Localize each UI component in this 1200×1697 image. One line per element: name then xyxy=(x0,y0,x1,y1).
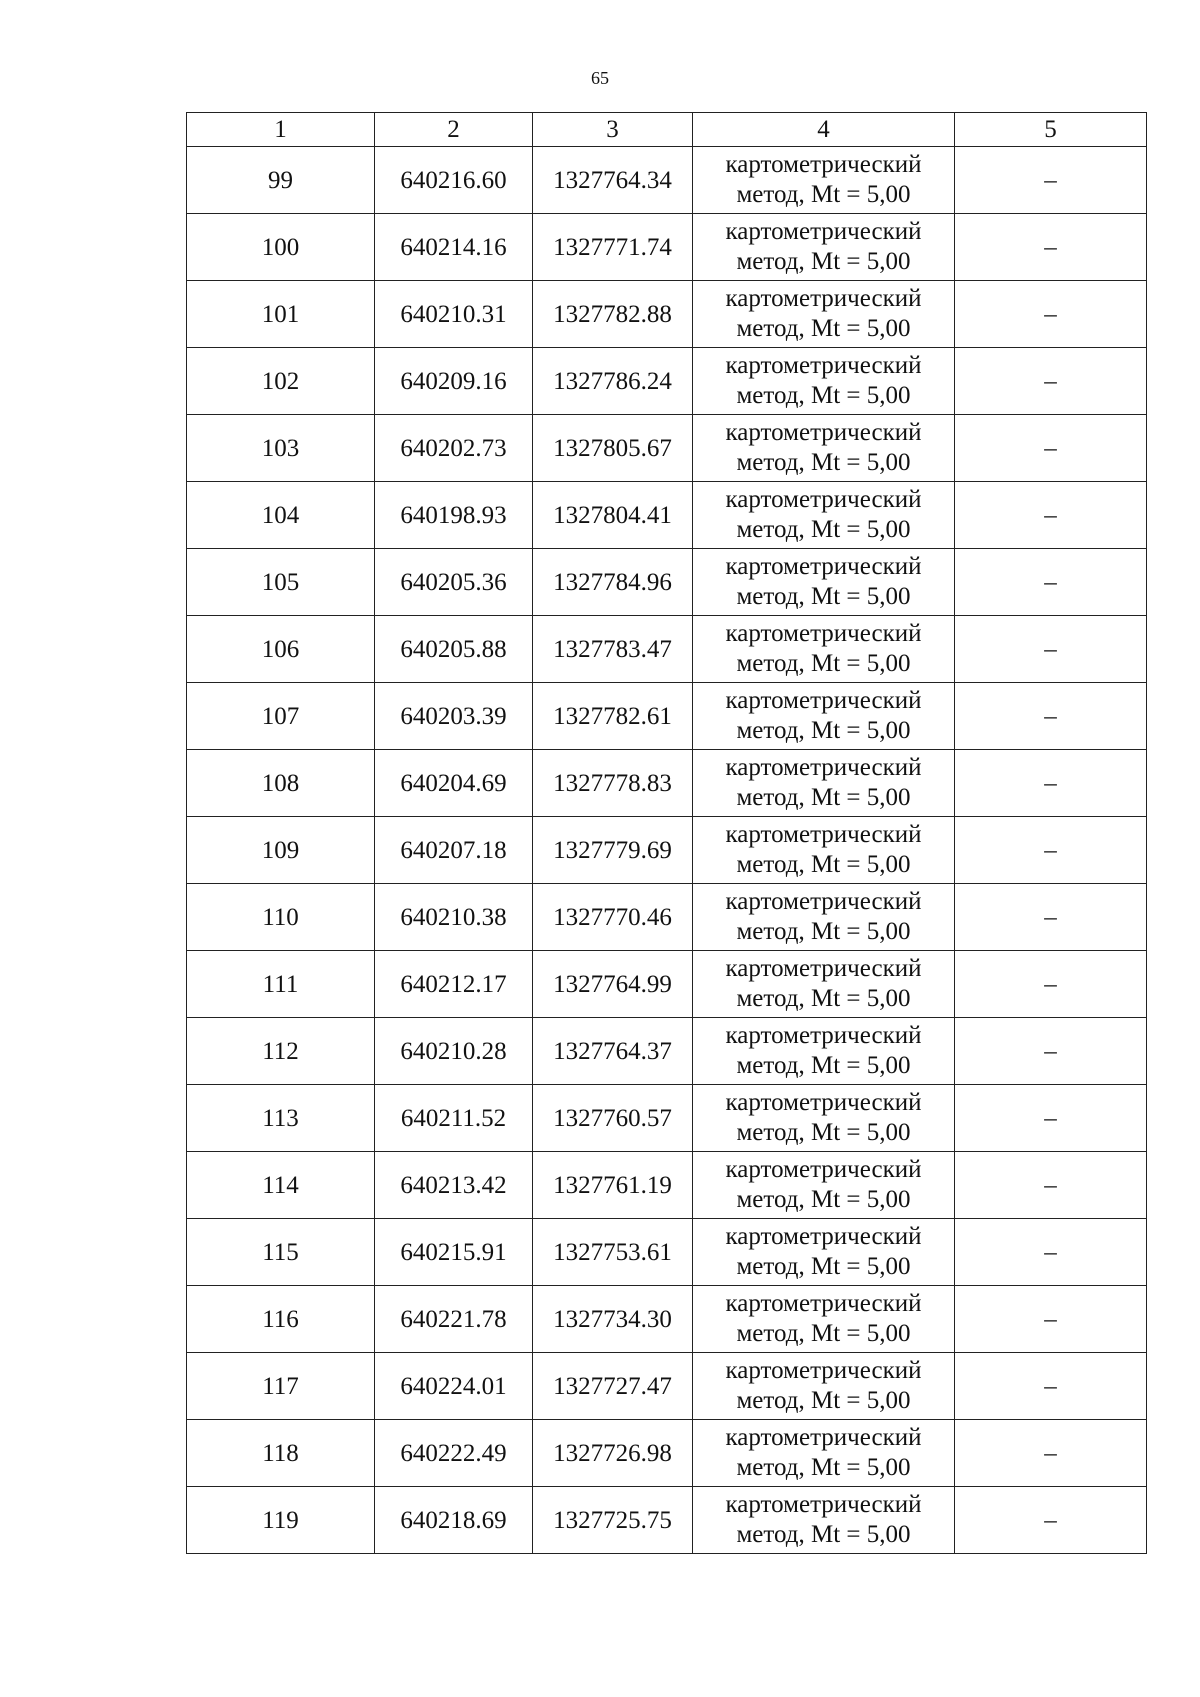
table-row xyxy=(187,348,1147,415)
note-cell: – xyxy=(955,683,1147,750)
method-line-1: картометрический xyxy=(725,687,922,714)
point-number-cell: 117 xyxy=(187,1353,375,1420)
method-line-2: метод, Mt = 5,00 xyxy=(736,1052,911,1079)
method-cell xyxy=(693,750,955,817)
y-coordinate-cell: 1327734.30 xyxy=(533,1286,693,1353)
x-coordinate-cell: 640205.88 xyxy=(375,616,533,683)
method-line-2: метод, Mt = 5,00 xyxy=(736,315,911,342)
point-number-cell: 102 xyxy=(187,348,375,415)
y-coordinate-cell: 1327771.74 xyxy=(533,214,693,281)
y-coordinate-cell: 1327764.34 xyxy=(533,147,693,214)
y-coordinate-cell: 1327725.75 xyxy=(533,1487,693,1554)
point-number-cell: 110 xyxy=(187,884,375,951)
method-cell xyxy=(693,616,955,683)
y-coordinate-cell: 1327782.61 xyxy=(533,683,693,750)
point-number-cell: 109 xyxy=(187,817,375,884)
method-cell xyxy=(693,214,955,281)
note-cell: – xyxy=(955,1353,1147,1420)
y-coordinate-cell: 1327761.19 xyxy=(533,1152,693,1219)
method-cell xyxy=(693,482,955,549)
point-number-cell: 115 xyxy=(187,1219,375,1286)
table-row xyxy=(187,415,1147,482)
x-coordinate-cell: 640216.60 xyxy=(375,147,533,214)
method-cell xyxy=(693,951,955,1018)
x-coordinate-cell: 640207.18 xyxy=(375,817,533,884)
table-row xyxy=(187,482,1147,549)
method-cell xyxy=(693,884,955,951)
table-row xyxy=(187,1152,1147,1219)
note-cell: – xyxy=(955,817,1147,884)
table-row xyxy=(187,1219,1147,1286)
method-cell xyxy=(693,1152,955,1219)
y-coordinate-cell: 1327753.61 xyxy=(533,1219,693,1286)
method-line-1: картометрический xyxy=(725,1491,922,1518)
table-body xyxy=(187,147,1147,1554)
y-coordinate-cell: 1327726.98 xyxy=(533,1420,693,1487)
method-line-2: метод, Mt = 5,00 xyxy=(736,1253,911,1280)
point-number-cell: 100 xyxy=(187,214,375,281)
y-coordinate-cell: 1327782.88 xyxy=(533,281,693,348)
method-line-2: метод, Mt = 5,00 xyxy=(736,851,911,878)
method-line-2: метод, Mt = 5,00 xyxy=(736,1454,911,1481)
table-row xyxy=(187,281,1147,348)
point-number-cell: 112 xyxy=(187,1018,375,1085)
x-coordinate-cell: 640221.78 xyxy=(375,1286,533,1353)
method-cell xyxy=(693,683,955,750)
note-cell: – xyxy=(955,951,1147,1018)
y-coordinate-cell: 1327804.41 xyxy=(533,482,693,549)
x-coordinate-cell: 640215.91 xyxy=(375,1219,533,1286)
method-line-1: картометрический xyxy=(725,1290,922,1317)
coordinates-table xyxy=(186,112,1147,1554)
table-row xyxy=(187,147,1147,214)
table-row xyxy=(187,1420,1147,1487)
table-row xyxy=(187,1487,1147,1554)
y-coordinate-cell: 1327778.83 xyxy=(533,750,693,817)
method-line-2: метод, Mt = 5,00 xyxy=(736,449,911,476)
page-number: 65 xyxy=(591,68,609,88)
method-line-2: метод, Mt = 5,00 xyxy=(736,985,911,1012)
method-line-2: метод, Mt = 5,00 xyxy=(736,650,911,677)
point-number-cell: 99 xyxy=(187,147,375,214)
x-coordinate-cell: 640210.38 xyxy=(375,884,533,951)
method-line-1: картометрический xyxy=(725,419,922,446)
table-row xyxy=(187,1286,1147,1353)
y-coordinate-cell: 1327760.57 xyxy=(533,1085,693,1152)
method-cell xyxy=(693,1353,955,1420)
method-cell xyxy=(693,1219,955,1286)
note-cell: – xyxy=(955,1152,1147,1219)
y-coordinate-cell: 1327779.69 xyxy=(533,817,693,884)
note-cell: – xyxy=(955,147,1147,214)
x-coordinate-cell: 640222.49 xyxy=(375,1420,533,1487)
point-number-cell: 106 xyxy=(187,616,375,683)
header-col-2: 2 xyxy=(375,113,533,147)
table-row xyxy=(187,817,1147,884)
method-line-2: метод, Mt = 5,00 xyxy=(736,1521,911,1548)
x-coordinate-cell: 640209.16 xyxy=(375,348,533,415)
method-cell xyxy=(693,1487,955,1554)
note-cell: – xyxy=(955,884,1147,951)
method-line-1: картометрический xyxy=(725,620,922,647)
note-cell: – xyxy=(955,281,1147,348)
table-row xyxy=(187,1085,1147,1152)
method-line-2: метод, Mt = 5,00 xyxy=(736,1119,911,1146)
note-cell: – xyxy=(955,1018,1147,1085)
method-line-1: картометрический xyxy=(725,285,922,312)
header-col-1: 1 xyxy=(187,113,375,147)
note-cell: – xyxy=(955,616,1147,683)
x-coordinate-cell: 640213.42 xyxy=(375,1152,533,1219)
x-coordinate-cell: 640218.69 xyxy=(375,1487,533,1554)
y-coordinate-cell: 1327783.47 xyxy=(533,616,693,683)
method-line-2: метод, Mt = 5,00 xyxy=(736,1186,911,1213)
table-row xyxy=(187,683,1147,750)
point-number-cell: 114 xyxy=(187,1152,375,1219)
x-coordinate-cell: 640210.31 xyxy=(375,281,533,348)
method-line-1: картометрический xyxy=(725,1223,922,1250)
point-number-cell: 111 xyxy=(187,951,375,1018)
method-line-1: картометрический xyxy=(725,151,922,178)
method-cell xyxy=(693,348,955,415)
method-line-2: метод, Mt = 5,00 xyxy=(736,1387,911,1414)
x-coordinate-cell: 640204.69 xyxy=(375,750,533,817)
table-row xyxy=(187,951,1147,1018)
method-line-1: картометрический xyxy=(725,1357,922,1384)
point-number-cell: 101 xyxy=(187,281,375,348)
method-line-1: картометрический xyxy=(725,352,922,379)
method-line-1: картометрический xyxy=(725,553,922,580)
y-coordinate-cell: 1327764.99 xyxy=(533,951,693,1018)
point-number-cell: 105 xyxy=(187,549,375,616)
header-col-4: 4 xyxy=(693,113,955,147)
y-coordinate-cell: 1327784.96 xyxy=(533,549,693,616)
x-coordinate-cell: 640212.17 xyxy=(375,951,533,1018)
method-line-1: картометрический xyxy=(725,218,922,245)
x-coordinate-cell: 640214.16 xyxy=(375,214,533,281)
method-line-2: метод, Mt = 5,00 xyxy=(736,784,911,811)
note-cell: – xyxy=(955,549,1147,616)
x-coordinate-cell: 640211.52 xyxy=(375,1085,533,1152)
table-row xyxy=(187,884,1147,951)
method-cell xyxy=(693,415,955,482)
method-cell xyxy=(693,147,955,214)
method-line-2: метод, Mt = 5,00 xyxy=(736,248,911,275)
header-row xyxy=(187,113,1147,147)
point-number-cell: 107 xyxy=(187,683,375,750)
method-line-1: картометрический xyxy=(725,1089,922,1116)
method-cell xyxy=(693,1286,955,1353)
point-number-cell: 103 xyxy=(187,415,375,482)
table-row xyxy=(187,750,1147,817)
x-coordinate-cell: 640205.36 xyxy=(375,549,533,616)
method-line-1: картометрический xyxy=(725,821,922,848)
y-coordinate-cell: 1327805.67 xyxy=(533,415,693,482)
method-line-2: метод, Mt = 5,00 xyxy=(736,717,911,744)
note-cell: – xyxy=(955,1487,1147,1554)
table-row xyxy=(187,214,1147,281)
x-coordinate-cell: 640203.39 xyxy=(375,683,533,750)
method-line-1: картометрический xyxy=(725,754,922,781)
method-line-1: картометрический xyxy=(725,1156,922,1183)
x-coordinate-cell: 640210.28 xyxy=(375,1018,533,1085)
table-header xyxy=(187,113,1147,147)
method-line-1: картометрический xyxy=(725,1424,922,1451)
note-cell: – xyxy=(955,1286,1147,1353)
method-line-2: метод, Mt = 5,00 xyxy=(736,583,911,610)
table-row xyxy=(187,616,1147,683)
note-cell: – xyxy=(955,1420,1147,1487)
method-line-2: метод, Mt = 5,00 xyxy=(736,516,911,543)
method-line-1: картометрический xyxy=(725,955,922,982)
method-cell xyxy=(693,1018,955,1085)
note-cell: – xyxy=(955,1085,1147,1152)
point-number-cell: 108 xyxy=(187,750,375,817)
method-cell xyxy=(693,549,955,616)
point-number-cell: 119 xyxy=(187,1487,375,1554)
table-row xyxy=(187,1353,1147,1420)
note-cell: – xyxy=(955,415,1147,482)
header-col-3: 3 xyxy=(533,113,693,147)
method-line-2: метод, Mt = 5,00 xyxy=(736,382,911,409)
y-coordinate-cell: 1327727.47 xyxy=(533,1353,693,1420)
method-line-2: метод, Mt = 5,00 xyxy=(736,181,911,208)
note-cell: – xyxy=(955,214,1147,281)
method-line-2: метод, Mt = 5,00 xyxy=(736,1320,911,1347)
table-row xyxy=(187,1018,1147,1085)
x-coordinate-cell: 640224.01 xyxy=(375,1353,533,1420)
y-coordinate-cell: 1327786.24 xyxy=(533,348,693,415)
point-number-cell: 113 xyxy=(187,1085,375,1152)
point-number-cell: 104 xyxy=(187,482,375,549)
x-coordinate-cell: 640198.93 xyxy=(375,482,533,549)
method-line-2: метод, Mt = 5,00 xyxy=(736,918,911,945)
note-cell: – xyxy=(955,348,1147,415)
method-line-1: картометрический xyxy=(725,888,922,915)
note-cell: – xyxy=(955,482,1147,549)
note-cell: – xyxy=(955,750,1147,817)
method-line-1: картометрический xyxy=(725,1022,922,1049)
note-cell: – xyxy=(955,1219,1147,1286)
table-row xyxy=(187,549,1147,616)
method-line-1: картометрический xyxy=(725,486,922,513)
point-number-cell: 118 xyxy=(187,1420,375,1487)
point-number-cell: 116 xyxy=(187,1286,375,1353)
y-coordinate-cell: 1327764.37 xyxy=(533,1018,693,1085)
method-cell xyxy=(693,1085,955,1152)
method-cell xyxy=(693,1420,955,1487)
header-col-5: 5 xyxy=(955,113,1147,147)
method-cell xyxy=(693,817,955,884)
x-coordinate-cell: 640202.73 xyxy=(375,415,533,482)
y-coordinate-cell: 1327770.46 xyxy=(533,884,693,951)
method-cell xyxy=(693,281,955,348)
